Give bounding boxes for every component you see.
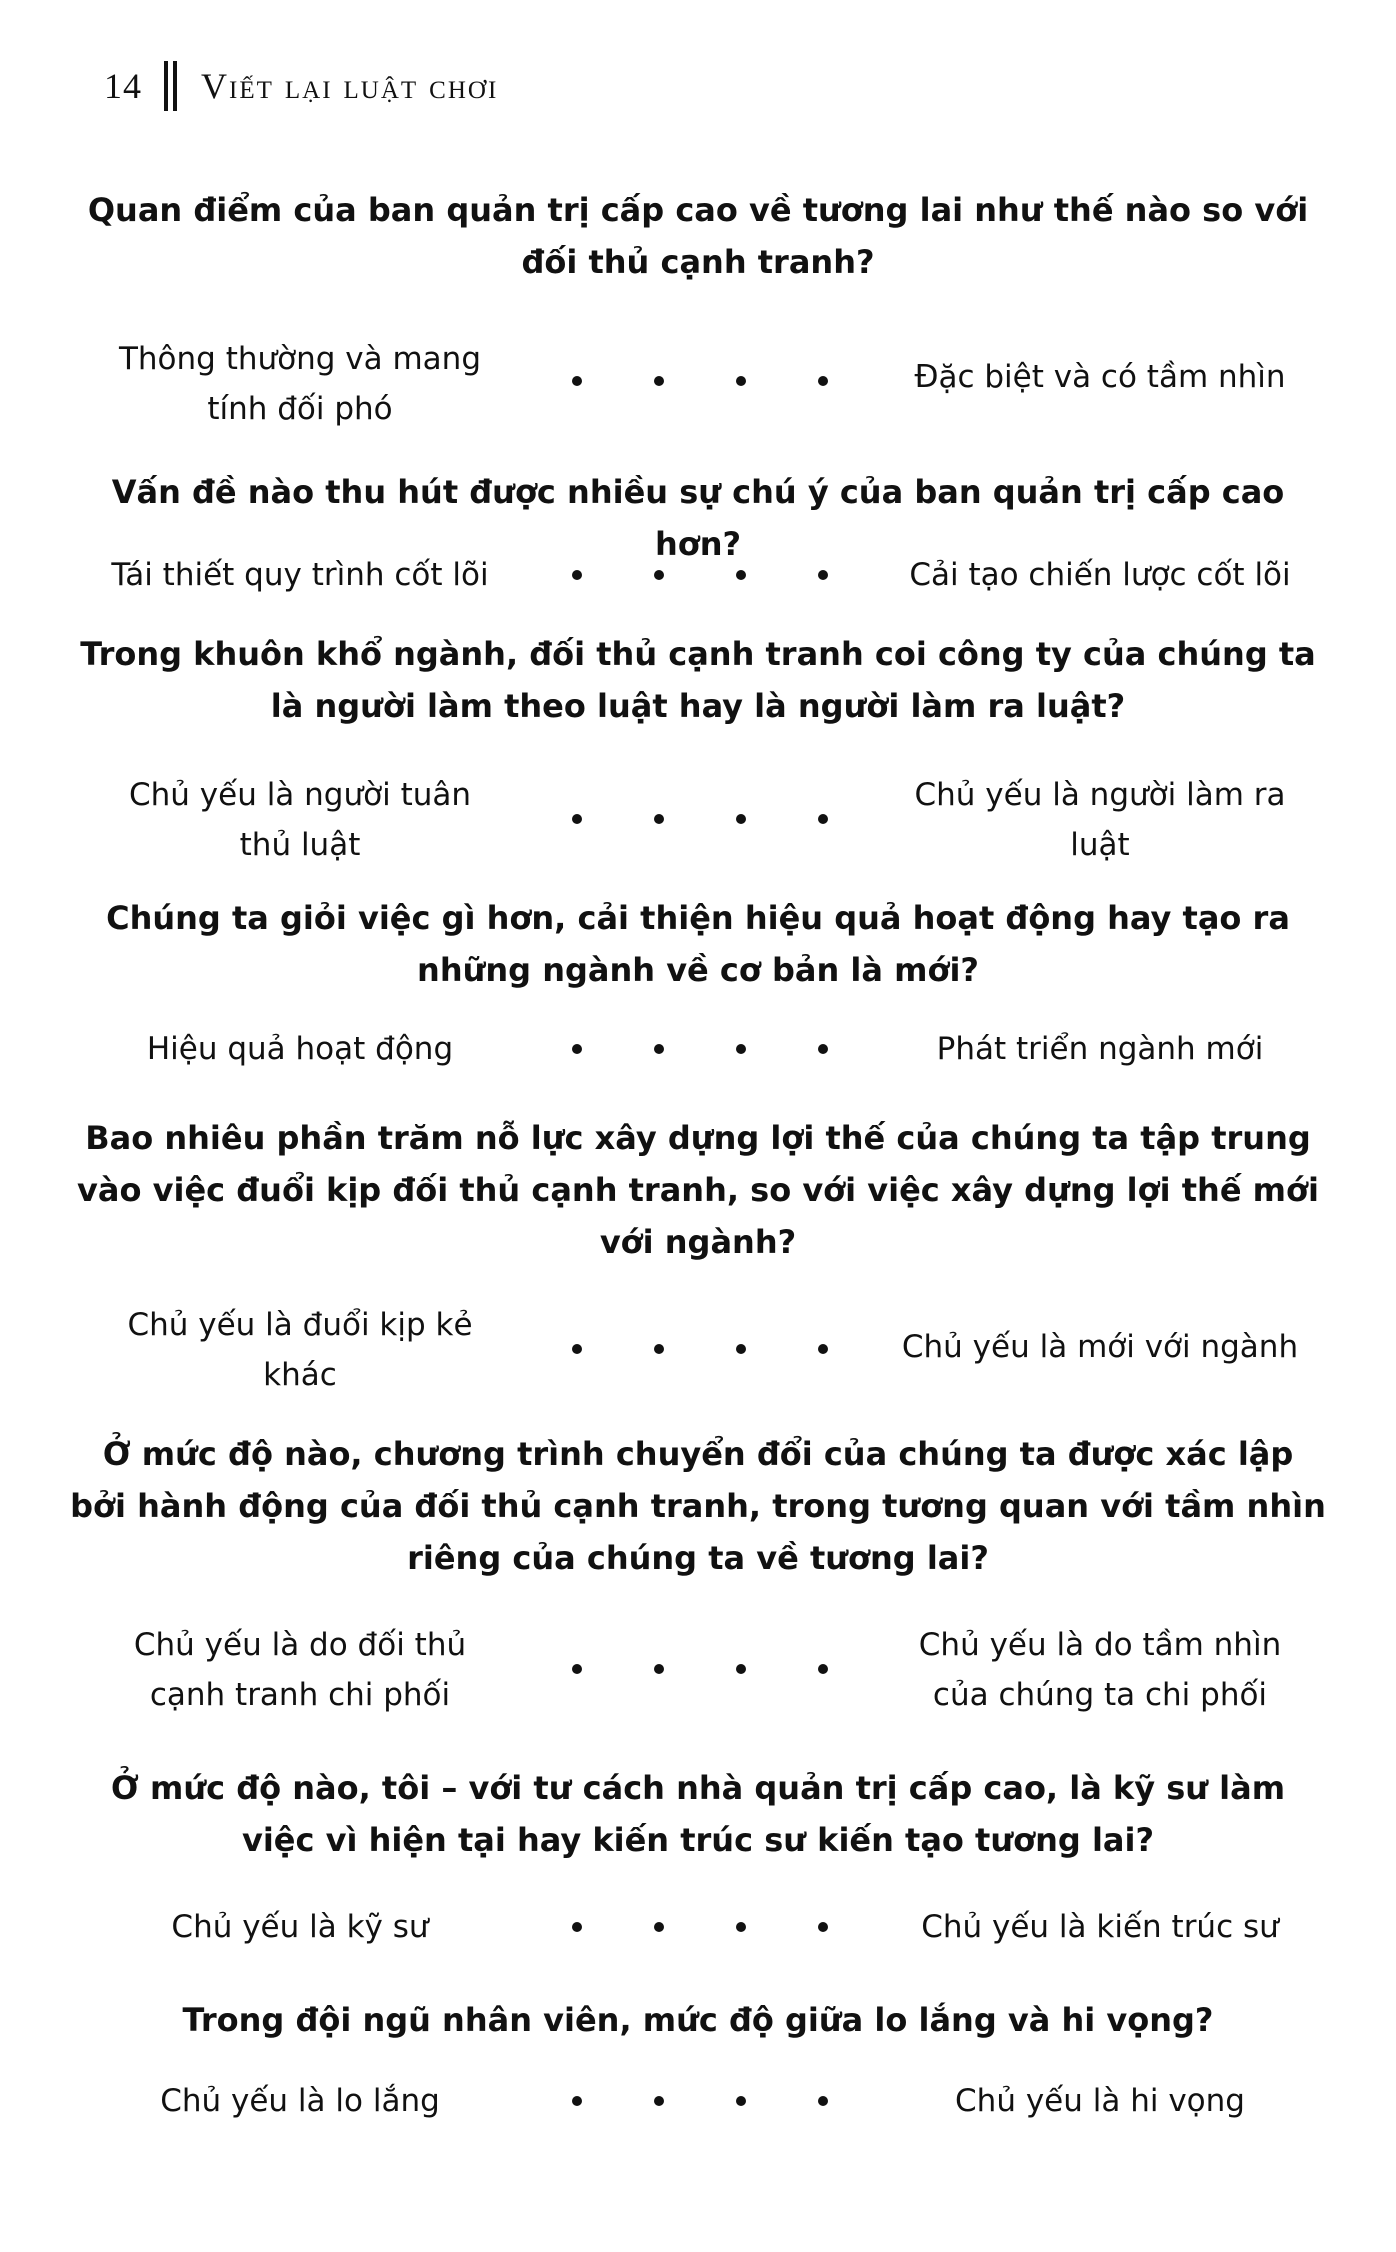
- question-8: Trong đội ngũ nhân viên, mức độ giữa lo lắng và hi vọng?: [182, 2001, 1214, 2039]
- rating-dots: [500, 2096, 900, 2106]
- rating-dot-1[interactable]: [572, 1664, 582, 1674]
- scale-right-label: Chủ yếu là hi vọng: [955, 2083, 1245, 2119]
- rating-dot-2[interactable]: [654, 1044, 664, 1054]
- rating-dot-4[interactable]: [818, 1044, 828, 1054]
- question-5: Bao nhiêu phần trăm nỗ lực xây dựng lợi thế của chúng ta tập trung vào việc đuổi kịp đối thủ cạnh tranh, so với việc xây dựng lợi thế mới với ngành?: [77, 1119, 1319, 1261]
- rating-dot-2[interactable]: [654, 1922, 664, 1932]
- scale-left-label: Chủ yếu là do đối thủ cạnh tranh chi phối: [133, 1627, 467, 1713]
- rating-dot-2[interactable]: [654, 1664, 664, 1674]
- rating-dot-4[interactable]: [818, 2096, 828, 2106]
- page-number: 14: [104, 66, 142, 106]
- book-title: Viết lại luật chơi: [201, 66, 499, 106]
- rating-dot-3[interactable]: [736, 570, 746, 580]
- rating-dot-4[interactable]: [818, 814, 828, 824]
- rating-dot-1[interactable]: [572, 814, 582, 824]
- scale-left-label: Thông thường và mang tính đối phó: [118, 341, 482, 427]
- rating-dots: [500, 1664, 900, 1674]
- rating-dot-4[interactable]: [818, 1922, 828, 1932]
- rating-dot-3[interactable]: [736, 2096, 746, 2106]
- scale-left-label: Hiệu quả hoạt động: [146, 1031, 454, 1067]
- rating-dot-1[interactable]: [572, 376, 582, 386]
- rating-dot-4[interactable]: [818, 376, 828, 386]
- scale-right-label: Đặc biệt và có tầm nhìn: [914, 359, 1286, 395]
- question-1: Quan điểm của ban quản trị cấp cao về tương lai như thế nào so với đối thủ cạnh tranh?: [87, 191, 1309, 281]
- rating-dot-3[interactable]: [736, 1344, 746, 1354]
- question-6: Ở mức độ nào, chương trình chuyển đổi của chúng ta được xác lập bởi hành động của đối thủ cạnh tranh, trong tương quan với tầm nhìn riêng của chúng ta về tương lai?: [70, 1435, 1326, 1577]
- question-4: Chúng ta giỏi việc gì hơn, cải thiện hiệu quả hoạt động hay tạo ra những ngành về cơ bản là mới?: [106, 899, 1290, 989]
- rating-dot-2[interactable]: [654, 376, 664, 386]
- rating-dot-4[interactable]: [818, 570, 828, 580]
- question-2: Vấn đề nào thu hút được nhiều sự chú ý của ban quản trị cấp cao hơn?: [111, 473, 1285, 563]
- scale-right-label: Chủ yếu là mới với ngành: [901, 1329, 1299, 1365]
- rating-dots: [500, 570, 900, 580]
- rating-dot-1[interactable]: [572, 1344, 582, 1354]
- rating-dot-2[interactable]: [654, 814, 664, 824]
- rating-dot-4[interactable]: [818, 1664, 828, 1674]
- scale-right-label: Chủ yếu là người làm ra luật: [914, 777, 1286, 863]
- running-head: [104, 56, 498, 116]
- scale-right-label: Chủ yếu là do tầm nhìn của chúng ta chi phối: [918, 1627, 1282, 1713]
- scale-left-label: Chủ yếu là người tuân thủ luật: [128, 777, 472, 863]
- rating-dots: [500, 1344, 900, 1354]
- rating-dot-4[interactable]: [818, 1344, 828, 1354]
- header-divider: [164, 61, 177, 111]
- rating-dot-1[interactable]: [572, 2096, 582, 2106]
- scale-right-label: Phát triển ngành mới: [936, 1031, 1264, 1067]
- rating-dot-1[interactable]: [572, 570, 582, 580]
- scale-left-label: Chủ yếu là kỹ sư: [171, 1909, 429, 1945]
- rating-dot-3[interactable]: [736, 1922, 746, 1932]
- rating-dot-1[interactable]: [572, 1922, 582, 1932]
- rating-dots: [500, 814, 900, 824]
- rating-dots: [500, 376, 900, 386]
- question-7: Ở mức độ nào, tôi – với tư cách nhà quản trị cấp cao, là kỹ sư làm việc vì hiện tại hay kiến trúc sư kiến tạo tương lai?: [110, 1769, 1286, 1859]
- rating-dots: [500, 1922, 900, 1932]
- rating-dot-2[interactable]: [654, 570, 664, 580]
- rating-dot-1[interactable]: [572, 1044, 582, 1054]
- rating-dot-3[interactable]: [736, 376, 746, 386]
- scale-right-label: Cải tạo chiến lược cốt lõi: [909, 557, 1291, 593]
- scale-left-label: Chủ yếu là lo lắng: [160, 2083, 440, 2119]
- scale-left-label: Chủ yếu là đuổi kịp kẻ khác: [127, 1307, 473, 1393]
- rating-dot-3[interactable]: [736, 1664, 746, 1674]
- question-3: Trong khuôn khổ ngành, đối thủ cạnh tranh coi công ty của chúng ta là người làm theo luật hay là người làm ra luật?: [80, 635, 1316, 725]
- rating-dot-2[interactable]: [654, 1344, 664, 1354]
- scale-left-label: Tái thiết quy trình cốt lõi: [111, 557, 489, 593]
- rating-dot-3[interactable]: [736, 814, 746, 824]
- scale-right-label: Chủ yếu là kiến trúc sư: [921, 1909, 1279, 1945]
- rating-dot-3[interactable]: [736, 1044, 746, 1054]
- rating-dot-2[interactable]: [654, 2096, 664, 2106]
- rating-dots: [500, 1044, 900, 1054]
